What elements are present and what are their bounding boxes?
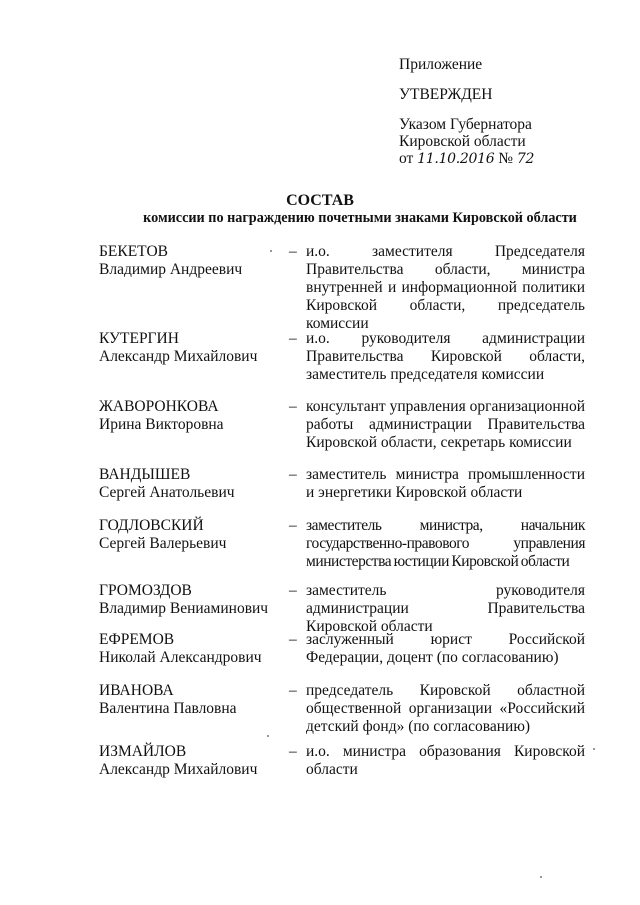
dash-separator: – (289, 682, 297, 699)
member-given-names: Валентина Павловна (99, 700, 237, 717)
member-surname: ВАНДЫШЕВ (99, 466, 191, 483)
scan-speck (270, 250, 272, 252)
decree-date-line (399, 150, 619, 168)
decree-line-1: Указом Губернатора (399, 116, 532, 133)
member-given-names: Николай Александрович (99, 649, 262, 666)
member-given-names: Александр Михайлович (99, 761, 258, 778)
dash-separator: – (289, 743, 297, 760)
member-surname: ГОДЛОВСКИЙ (99, 517, 204, 534)
member-name (99, 631, 289, 667)
member-given-names: Владимир Андреевич (99, 261, 243, 278)
dash-separator: – (289, 582, 297, 599)
member-surname: ЖАВОРОНКОВА (99, 398, 219, 415)
dash-separator: – (289, 517, 297, 534)
decree-line-2: Кировской области (399, 133, 526, 150)
member-role: консультант управления организационной работы администрации Правительства Кировской области, секретарь комиссии (306, 398, 585, 451)
member-given-names: Владимир Вениаминович (99, 600, 269, 617)
approval-header (399, 56, 619, 168)
appendix-label: Приложение (399, 56, 483, 73)
member-surname: ИВАНОВА (99, 682, 174, 699)
document-title: СОСТАВ (286, 192, 354, 209)
member-role: председатель Кировской областной общественной организации «Российский детский фонд» (по согласованию) (306, 682, 585, 735)
member-role: заместитель министра, начальник государственно-правового управления министерства юстиции Кировской области (306, 517, 585, 570)
member-name (99, 517, 289, 553)
decree-date: 11.10.2016 (417, 151, 495, 167)
member-role: заместитель руководителя администрации Правительства Кировской области (306, 582, 585, 635)
member-role: заместитель министра промышленности и энергетики Кировской области (306, 466, 585, 501)
member-surname: ГРОМОЗДОВ (99, 582, 192, 599)
member-role: заслуженный юрист Российской Федерации, доцент (по согласованию) (306, 631, 585, 666)
member-name (99, 743, 289, 779)
scan-speck (540, 876, 542, 878)
member-name (99, 243, 289, 279)
member-surname: КУТЕРГИН (99, 330, 179, 347)
scan-speck (267, 735, 269, 737)
dash-separator: – (289, 466, 297, 483)
member-surname: ИЗМАЙЛОВ (99, 743, 187, 760)
scan-speck (593, 748, 595, 750)
member-surname: БЕКЕТОВ (99, 243, 168, 260)
member-given-names: Сергей Валерьевич (99, 535, 227, 552)
decree-number: 72 (516, 151, 535, 167)
member-name (99, 682, 289, 718)
dash-separator: – (289, 243, 297, 260)
member-given-names: Александр Михайлович (99, 348, 258, 365)
member-role: и.о. министра образования Кировской области (306, 743, 585, 778)
member-name (99, 330, 289, 366)
member-role: и.о. руководителя администрации Правительства Кировской области, заместитель председателя комиссии (306, 330, 585, 383)
member-name (99, 466, 289, 502)
member-given-names: Сергей Анатольевич (99, 484, 235, 501)
dash-separator: – (289, 398, 297, 415)
member-surname: ЕФРЕМОВ (99, 631, 175, 648)
number-sign: № (498, 150, 514, 167)
member-name (99, 582, 289, 618)
document-subtitle: комиссии по награждению почетными знаками Кировской области (143, 210, 577, 226)
member-role: и.о. заместителя Председателя Правительства области, министра внутренней и информационной политики Кировской области, председатель комиссии (306, 243, 585, 332)
date-prefix: от (399, 150, 414, 167)
dash-separator: – (289, 330, 297, 347)
member-name (99, 398, 289, 434)
approved-label: УТВЕРЖДЕН (399, 86, 493, 103)
member-given-names: Ирина Викторовна (99, 416, 224, 433)
dash-separator: – (289, 631, 297, 648)
